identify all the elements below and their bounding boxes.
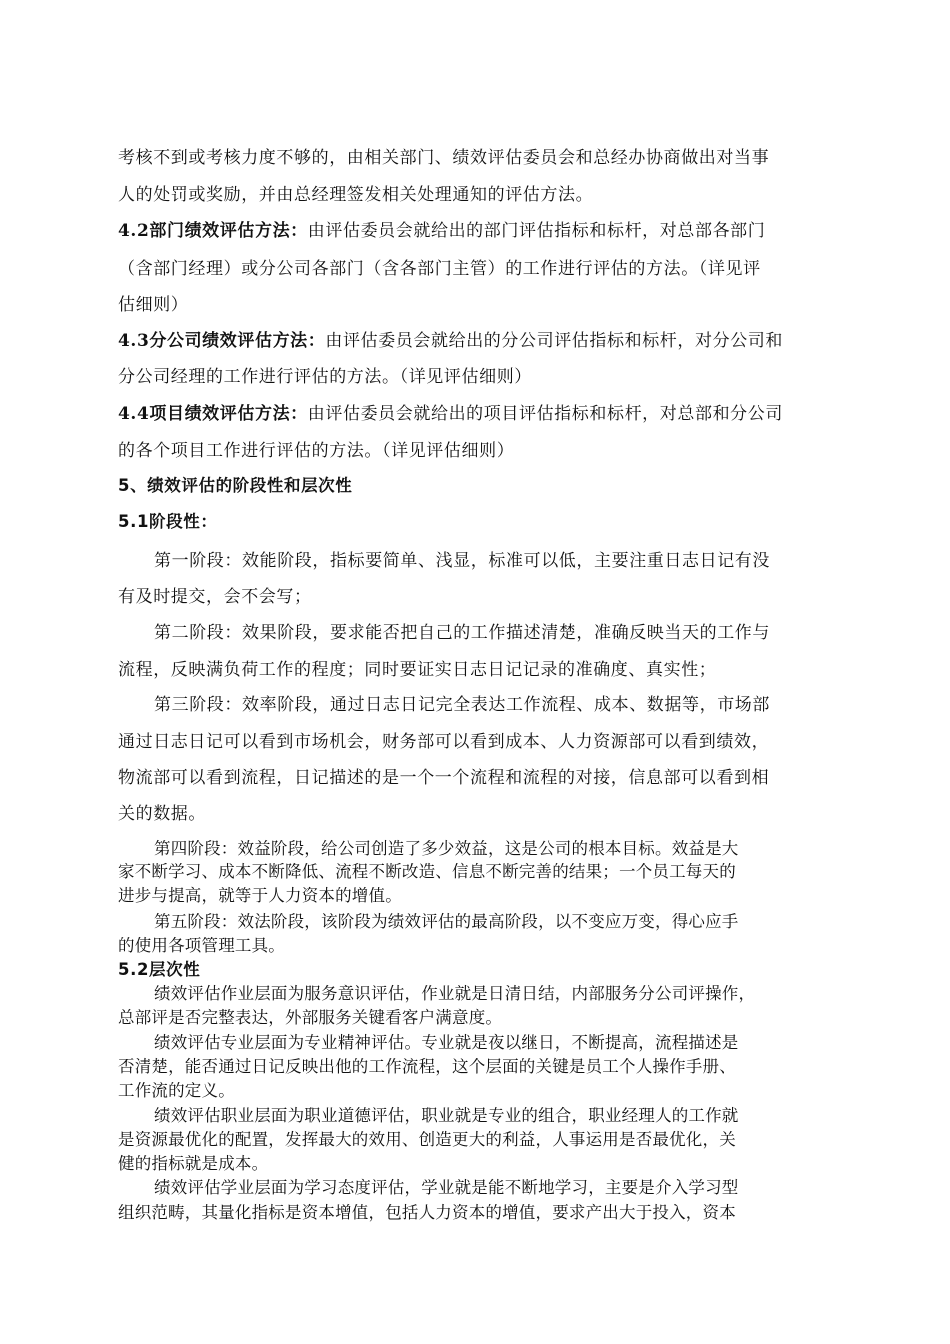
paragraph-line: 绩效评估学业层面为学习态度评估，学业就是能不断地学习，主要是介入学习型 <box>154 1178 739 1197</box>
paragraph-line: 健的指标就是成本。 <box>118 1154 269 1173</box>
paragraph-line: 物流部可以看到流程，日记描述的是一个一个流程和流程的对接，信息部可以看到相 <box>118 768 770 788</box>
paragraph-line: 人的处罚或奖励，并由总经理签发相关处理通知的评估方法。 <box>118 185 594 205</box>
paragraph-line: 第三阶段：效率阶段，通过日志日记完全表达工作流程、成本、数据等，市场部 <box>154 695 770 715</box>
paragraph-line: 否清楚，能否通过日记反映出他的工作流程，这个层面的关键是员工个人操作手册、 <box>118 1057 736 1076</box>
section-title-5-2: 5.2层次性 <box>118 960 201 979</box>
section-title-5-1: 5.1阶段性： <box>118 512 218 531</box>
paragraph-line: 是资源最优化的配置，发挥最大的效用、创造更大的利益，人事运用是否最优化，关 <box>118 1130 736 1149</box>
section-heading: 4.4项目绩效评估方法： <box>118 404 308 424</box>
paragraph-line: 第二阶段：效果阶段，要求能否把自己的工作描述清楚，准确反映当天的工作与 <box>154 623 770 643</box>
paragraph-line: 考核不到或考核力度不够的，由相关部门、绩效评估委员会和总经办协商做出对当事 <box>118 148 770 168</box>
paragraph-line: 第五阶段：效法阶段，该阶段为绩效评估的最高阶段，以不变应万变，得心应手 <box>154 912 739 931</box>
paragraph-line: 绩效评估作业层面为服务意识评估，作业就是日清日结，内部服务分公司评操作， <box>154 984 756 1003</box>
section-4-2: 4.2部门绩效评估方法：由评估委员会就给出的部门评估指标和标杆，对总部各部门 <box>118 221 766 241</box>
paragraph-line: 流程，反映满负荷工作的程度；同时要证实日志日记记录的准确度、真实性； <box>118 660 717 680</box>
paragraph-line: 通过日志日记可以看到市场机会，财务部可以看到成本、人力资源部可以看到绩效， <box>118 732 770 752</box>
paragraph-line: 关的数据。 <box>118 804 206 824</box>
section-title-5: 5、绩效评估的阶段性和层次性 <box>118 476 353 495</box>
section-heading: 4.2部门绩效评估方法： <box>118 221 308 241</box>
paragraph-line: 绩效评估专业层面为专业精神评估。专业就是夜以继日，不断提高，流程描述是 <box>154 1033 739 1052</box>
paragraph-line: 组织范畴，其量化指标是资本增值，包括人力资本的增值，要求产出大于投入，资本 <box>118 1203 736 1222</box>
paragraph-line: 第四阶段：效益阶段，给公司创造了多少效益，这是公司的根本目标。效益是大 <box>154 839 739 858</box>
section-4-4: 4.4项目绩效评估方法：由评估委员会就给出的项目评估指标和标杆，对总部和分公司 <box>118 404 783 424</box>
section-4-3: 4.3分公司绩效评估方法：由评估委员会就给出的分公司评估指标和标杆，对分公司和 <box>118 331 783 351</box>
paragraph-line: 家不断学习、成本不断降低、流程不断改造、信息不断完善的结果；一个员工每天的 <box>118 862 736 881</box>
paragraph-line: 进步与提高，就等于人力资本的增值。 <box>118 886 402 905</box>
paragraph-line: （含部门经理）或分公司各部门（含各部门主管）的工作进行评估的方法。（详见评 <box>118 259 761 279</box>
section-heading: 4.3分公司绩效评估方法： <box>118 331 326 351</box>
paragraph-line: 总部评是否完整表达，外部服务关键看客户满意度。 <box>118 1008 503 1027</box>
paragraph-line: 的使用各项管理工具。 <box>118 936 285 955</box>
paragraph-line: 第一阶段：效能阶段，指标要简单、浅显，标准可以低，主要注重日志日记有没 <box>154 551 770 571</box>
paragraph-line: 工作流的定义。 <box>118 1081 235 1100</box>
paragraph-line: 分公司经理的工作进行评估的方法。（详见评估细则） <box>118 367 532 387</box>
paragraph-line: 有及时提交，会不会写； <box>118 587 312 607</box>
paragraph-line: 估细则） <box>118 295 189 315</box>
paragraph-line: 绩效评估职业层面为职业道德评估，职业就是专业的组合，职业经理人的工作就 <box>154 1106 739 1125</box>
paragraph-line: 的各个项目工作进行评估的方法。（详见评估细则） <box>118 441 515 461</box>
